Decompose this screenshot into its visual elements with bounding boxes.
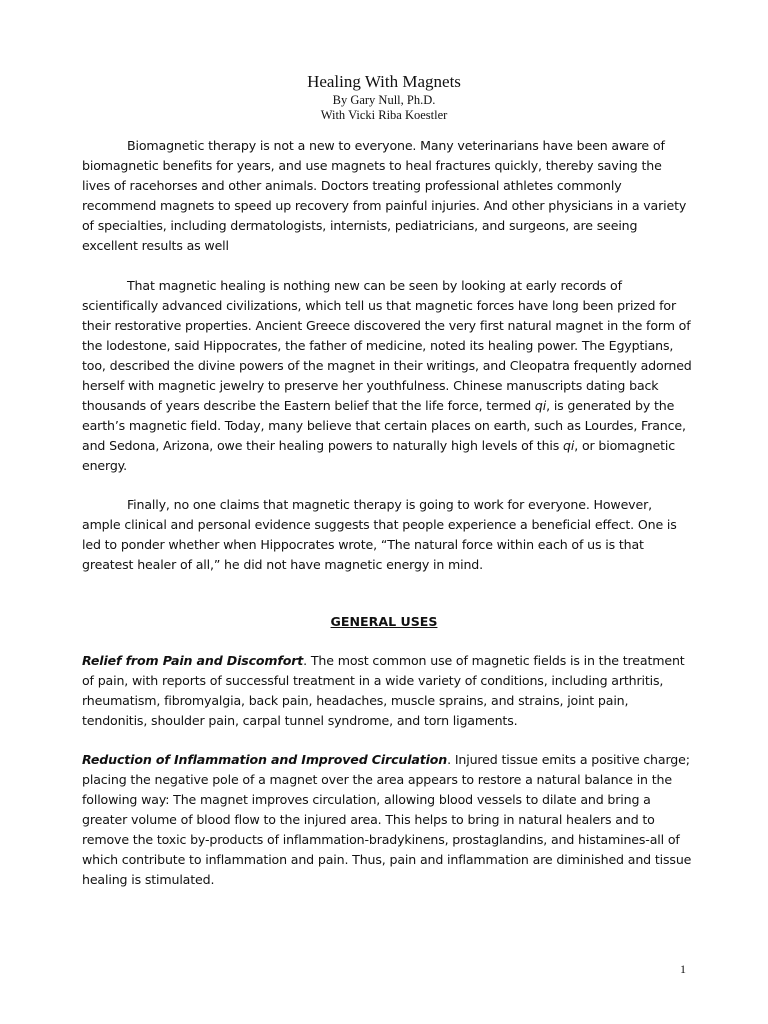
paragraph-2-text — [82, 276, 692, 476]
document-title: Healing With Magnets — [307, 72, 461, 91]
paragraph-3 — [82, 495, 692, 595]
paragraph-2-part3: , or biomagnetic energy. — [82, 438, 676, 473]
use-item-inflammation-title: Reduction of Inflammation and Improved Circulation — [82, 752, 448, 767]
paragraph-1-text: Biomagnetic therapy is not a new to everyone. Many veterinarians have been aware of biomagnetic benefits for years, and use magnets to heal fractures quickly, thereby saving the lives of racehorses and other animals. Doctors treating professional athletes commonly recommend magnets to speed up recovery from painful injuries. And other physicians in a variety of specialties, including dermatologists, internists, pediatricians, and surgeons, are seeing excellent results as well — [82, 138, 687, 253]
use-item-inflammation — [82, 750, 692, 890]
paragraph-2-italic-qi-1: qi — [534, 398, 547, 413]
page-number: 1 — [680, 962, 686, 976]
document-coauthor: With Vicki Riba Koestler — [320, 108, 448, 122]
paragraph-2 — [82, 276, 692, 496]
paragraph-2-italic-qi-2: qi — [563, 438, 575, 453]
section-heading-general-uses: GENERAL USES — [330, 614, 438, 629]
paragraph-2-part1: That magnetic healing is nothing new can be seen by looking at early records of scientifically advanced civilizations, which tell us that magnetic forces have long been prized for their restorative properties. Ancient Greece discovered the very first natural magnet in the form of the lodestone, said Hippocrates, the father of medicine, noted its healing power. The Egyptians, too, described the divine powers of the magnet in their writings, and Cleopatra frequently adorned herself with magnetic jewelry to preserve her youthfulness. Chinese manuscripts dating back thousands of years describe the Eastern belief that the life force, termed — [82, 278, 692, 413]
use-item-pain-relief — [82, 651, 692, 731]
paragraph-1 — [82, 136, 692, 276]
document-author: By Gary Null, Ph.D. — [332, 93, 436, 107]
use-item-pain-relief-text: . The most common use of magnetic fields is in the treatment of pain, with reports of successful treatment in a wide variety of conditions, including arthritis, rheumatism, fibromyalgia, back pain, headaches, muscle sprains, and strains, joint pain, tendonitis, shoulder pain, carpal tunnel syndrome, and torn ligaments. — [82, 653, 685, 728]
use-item-inflammation-text: . Injured tissue emits a positive charge; placing the negative pole of a magnet over the area appears to restore a natural balance in the following way: The magnet improves circulation, allowing blood vessels to dilate and bring a greater volume of blood flow to the injured area. This helps to bring in natural healers and to remove the toxic by-products of inflammation-bradykinens, prostaglandins, and histamines-all of which contribute to inflammation and pain. Thus, pain and inflammation are diminished and tissue healing is stimulated. — [82, 752, 692, 887]
paragraph-3-text: Finally, no one claims that magnetic therapy is going to work for everyone. However, ample clinical and personal evidence suggests that people experience a beneficial effect. One is led to ponder whether when Hippocrates wrote, “The natural force within each of us is that greatest healer of all,” he did not have magnetic energy in mind. — [82, 497, 677, 572]
use-item-pain-relief-title: Relief from Pain and Discomfort — [82, 653, 304, 668]
paragraph-2-part2: , is generated by the earth’s magnetic field. Today, many believe that certain places on earth, such as Lourdes, France, and Sedona, Arizona, owe their healing powers to naturally high levels of this — [82, 398, 686, 453]
